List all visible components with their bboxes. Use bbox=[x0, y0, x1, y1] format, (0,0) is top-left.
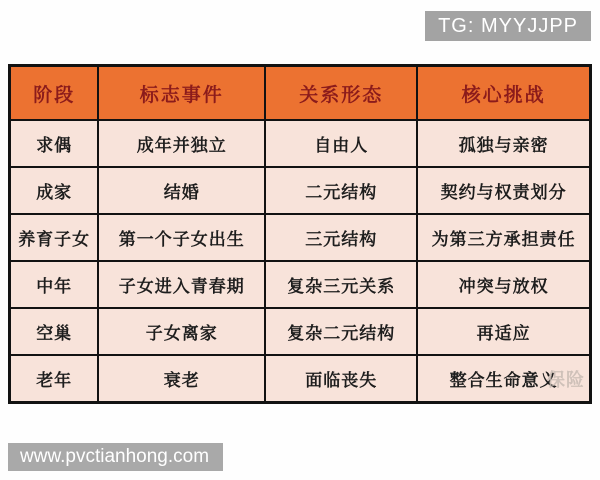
header-cell-challenge: 核心挑战 bbox=[417, 66, 590, 121]
table-cell: 孤独与亲密 bbox=[417, 120, 590, 167]
watermark-overlay: 保险 bbox=[547, 369, 585, 390]
lifecycle-table bbox=[8, 64, 592, 404]
table-cell: 子女进入青春期 bbox=[98, 261, 265, 308]
header-row bbox=[10, 66, 591, 121]
header-cell-event: 标志事件 bbox=[98, 66, 265, 121]
table-cell: 结婚 bbox=[98, 167, 265, 214]
table-cell: 冲突与放权 bbox=[417, 261, 590, 308]
table-cell: 求偶 bbox=[10, 120, 99, 167]
header-cell-relation: 关系形态 bbox=[265, 66, 417, 121]
table-cell-text: 整合生命意义 bbox=[449, 371, 558, 390]
table-row bbox=[10, 167, 591, 214]
table-cell: 成家 bbox=[10, 167, 99, 214]
table-cell: 再适应 bbox=[417, 308, 590, 355]
table-cell: 子女离家 bbox=[98, 308, 265, 355]
table-row bbox=[10, 120, 591, 167]
table-cell: 二元结构 bbox=[265, 167, 417, 214]
table-cell bbox=[417, 355, 590, 403]
header-cell-stage: 阶段 bbox=[10, 66, 99, 121]
table-row bbox=[10, 308, 591, 355]
table-cell: 契约与权责划分 bbox=[417, 167, 590, 214]
url-watermark-bar: www.pvctianhong.com bbox=[8, 443, 223, 471]
table-cell: 老年 bbox=[10, 355, 99, 403]
table-cell: 面临丧失 bbox=[265, 355, 417, 403]
table-cell: 复杂三元关系 bbox=[265, 261, 417, 308]
table-cell: 三元结构 bbox=[265, 214, 417, 261]
table-cell: 成年并独立 bbox=[98, 120, 265, 167]
tg-badge: TG: MYYJJPP bbox=[425, 11, 591, 41]
table-cell: 中年 bbox=[10, 261, 99, 308]
table-cell: 复杂二元结构 bbox=[265, 308, 417, 355]
table-row bbox=[10, 261, 591, 308]
table-cell: 衰老 bbox=[98, 355, 265, 403]
table-row bbox=[10, 214, 591, 261]
table-cell: 空巢 bbox=[10, 308, 99, 355]
table-cell: 为第三方承担责任 bbox=[417, 214, 590, 261]
table-cell: 第一个子女出生 bbox=[98, 214, 265, 261]
table-cell: 养育子女 bbox=[10, 214, 99, 261]
table-row bbox=[10, 355, 591, 403]
table-cell: 自由人 bbox=[265, 120, 417, 167]
